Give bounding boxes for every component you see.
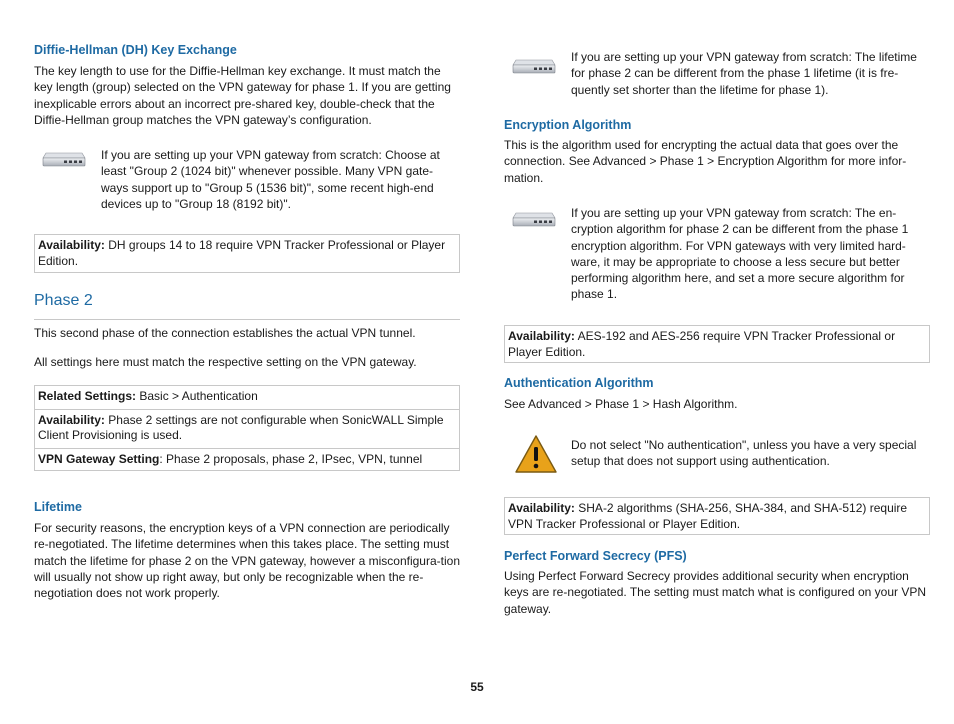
phase2-text-2: All settings here must match the respective setting on the VPN gateway. (34, 355, 417, 369)
pfs-heading: Perfect Forward Secrecy (PFS) (504, 549, 687, 563)
authentication-heading: Authentication Algorithm (504, 376, 654, 390)
phase2-settings-box (34, 385, 460, 471)
dh-note: If you are setting up your VPN gateway from scratch: Choose at least "Group 2 (1024 bit)" whenever possible. Many VPN gate-ways support up to "Group 5 (1536 bit)", some recent high-end devices up to "Group 18 (8192 bit)". (101, 148, 440, 211)
encryption-heading: Encryption Algorithm (504, 118, 632, 132)
pfs-text: Using Perfect Forward Secrecy provides additional security when encryption keys are re-negotiated. The setting must match what is configured on your VPN gateway. (504, 569, 926, 616)
lifetime-text: For security reasons, the encryption keys of a VPN connection are periodically re-negotiated. The lifetime determines when this takes place. The setting must match the lifetime for phase 2 on the VPN gateway, however a misconfigura-tion will usually not show up right away, but only be recognizable when the re-negotiation does not work properly. (34, 521, 460, 601)
availability-label: Availability: (508, 329, 575, 343)
encryption-availability-row (505, 326, 929, 364)
availability-text: DH groups 14 to 18 require VPN Tracker Professional or Player Edition. (38, 238, 446, 268)
dh-availability-box (34, 234, 460, 273)
related-settings-text: Basic > Authentication (139, 389, 258, 403)
warning-triangle-icon (514, 434, 558, 474)
phase2-heading: Phase 2 (34, 292, 93, 309)
related-settings-label: Related Settings: (38, 389, 137, 403)
encryption-note: If you are setting up your VPN gateway from scratch: The en-cryption algorithm for phase 2 can be different from the phase 1 encryption algorithm. For VPN gateways with very limited hard-ware, it may be appropriate to choose a less secure but better performing algorithm here, and set a more secure algorithm for phase 1. (571, 206, 909, 302)
dh-text: The key length to use for the Diffie-Hellman key exchange. It must match the key length (group) selected on the VPN gateway for phase 1. If you are getting inexplicable errors about an incorrect pre-shared key, double-check that the Diffie-Hellman group matches the VPN gateway’s configuration. (34, 64, 451, 127)
gateway-setting-row (35, 449, 459, 472)
phase2-text-1: This second phase of the connection establishes the actual VPN tunnel. (34, 326, 416, 340)
authentication-warning: Do not select "No authentication", unless you have a very special setup that does not support using authentication. (571, 438, 917, 469)
encryption-text: This is the algorithm used for encrypting the actual data that goes over the connection. See Advanced > Phase 1 > Encryption Algorithm for more infor-mation. (504, 138, 907, 185)
vpn-gateway-device-icon (512, 57, 556, 75)
phase2-availability-row (35, 410, 459, 449)
authentication-availability-row (505, 498, 929, 536)
phase2-rule (34, 319, 460, 320)
authentication-text: See Advanced > Phase 1 > Hash Algorithm. (504, 397, 738, 411)
availability-label: Availability: (38, 238, 105, 252)
vpn-gateway-device-icon (42, 150, 86, 168)
authentication-availability-box (504, 497, 930, 535)
lifetime-note: If you are setting up your VPN gateway from scratch: The lifetime for phase 2 can be different from the phase 1 lifetime (it is fre-quently set shorter than the lifetime for phase 1). (571, 50, 917, 97)
page-number: 55 (470, 680, 484, 694)
encryption-availability-box (504, 325, 930, 363)
related-settings-row (35, 386, 459, 410)
vpn-gateway-device-icon (512, 210, 556, 228)
lifetime-heading: Lifetime (34, 500, 82, 514)
gateway-setting-text: : Phase 2 proposals, phase 2, IPsec, VPN, tunnel (159, 451, 423, 466)
dh-heading: Diffie-Hellman (DH) Key Exchange (34, 43, 237, 57)
availability-text: SHA-2 algorithms (SHA-256, SHA-384, and SHA-512) require VPN Tracker Professional or Player Edition. (508, 501, 908, 531)
dh-availability-row (35, 235, 459, 273)
availability-text: AES-192 and AES-256 require VPN Tracker Professional or Player Edition. (508, 329, 896, 359)
availability-label: Availability: (508, 501, 575, 515)
availability-label: Availability: (38, 412, 105, 427)
availability-text: Phase 2 settings are not configurable when SonicWALL Simple Client Provisioning is used. (38, 412, 444, 442)
gateway-setting-label: VPN Gateway Setting (38, 451, 160, 466)
